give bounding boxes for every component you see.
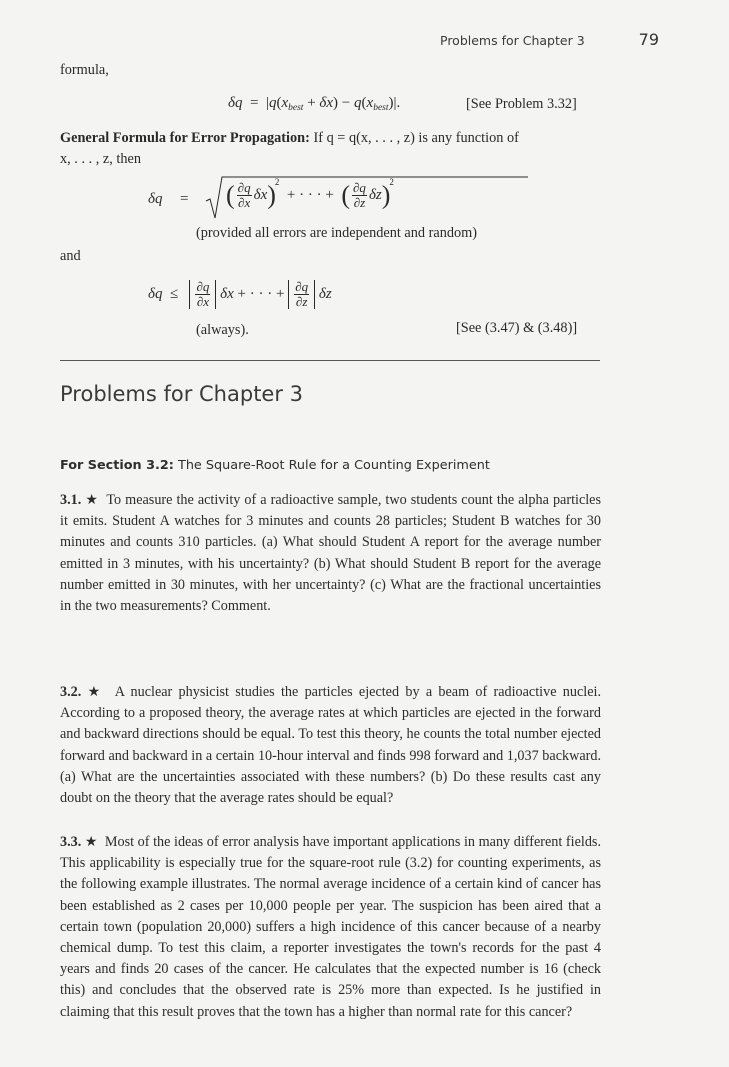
problem-number: 3.3.: [60, 834, 82, 850]
general-formula-label: General Formula for Error Propagation:: [60, 130, 310, 146]
section-subtitle-label: For Section 3.2:: [60, 458, 174, 473]
problem-text: Most of the ideas of error analysis have important applications in many different fields. This applicability is especially true for the square-root rule (3.2) for counting experiments, as the following example illustrates. The normal average incidence of a certain kind of cancer has been established as 2 cases per 10,000 people per year. The suspicion has been aired that a certain town (population 20,000) suffers a high incidence of this cancer because of a nearby chemical dump. To test this claim, a reporter investigates the town's records for the past 4 years and finds 20 cases of the cancer. He calculates that the expected number is 16 (check this) and concludes that the observed rate is 25% more than expected. Is he justified in claiming that this result proves that the town has a higher than normal rate for this cancer?: [60, 834, 601, 1020]
page-number: 79: [638, 30, 659, 49]
equation-upper-bound: δq ≤ $\frac{\partial q}{\partial x}$ δx + · · · + $\frac{\partial q}{\partial z}$ δz: [148, 279, 332, 309]
problem-text: A nuclear physicist studies the particles ejected by a beam of radioactive nuclei. According to a proposed theory, the average rates at which particles are ejected in the forward and backward directions should be equal. To test this theory, he counts the total number ejected forward and backward in a certain 10-hour interval and finds 998 forward and 1,037 backward. (a) What are the uncertainties associated with these numbers? (b) Do these results cast any doubt on the theory that the average rates should be equal?: [60, 684, 601, 807]
general-formula-text-1: If q = q(x, . . . , z) is any function of: [313, 130, 519, 146]
problem-number: 3.1.: [60, 492, 82, 508]
equation-reference-sections: [See (3.47) & (3.48)]: [456, 320, 578, 336]
and-word: and: [60, 248, 81, 264]
problem-3-1: [60, 490, 601, 617]
problem-number: 3.2.: [60, 684, 82, 700]
section-subtitle: [60, 458, 490, 473]
book-page: Problems for Chapter 3 79 formula, $\delta q = |q(x_{best} + \delta x) - q(x_{best})|$. [See Problem 3.32] General Formula for Error Propagation: If q = q(x, . . . , z) is any function of x, . . . , z, then δq = ( $\frac{\partial q}{\partial x}$ δx)$^2$ + · · · + ( $\frac{\partial q}{\partial z}$ δz)$^2$ (provided all errors are independent and random) and δq ≤ $\frac{\partial q}{\partial x}$ δx + · · · + $\frac{\partial q}{\partial z}$ δz (always). [See (3.47) & (3.48)] Problems for Chapter 3 For Section 3.2: The Square-Root Rule for a Counting Experiment 3.1. ★ To measure the activity of a radioactive sample, two students count the alpha particles it emits. Student A watches for 3 minutes and counts 28 particles; Student B watches for 30 minutes and counts 310 particles. (a) What should Student A report for the average number emitted in 3 minutes, with his uncertainty? (b) What should Student B report for the average number emitted in 30 minutes, with her uncertainty? (c) What are the fractional uncertainties in the two measurements? Comment. 3.2. ★ A nuclear physicist studies the particles ejected by a beam of radioactive nuclei. According to a proposed theory, the average rates at which particles are ejected in the forward and backward directions should be equal. To test this theory, he counts the total number ejected forward and backward in a certain 10-hour interval and finds 998 forward and 1,037 backward. (a) What are the uncertainties associated with these numbers? (b) Do these results cast any doubt on the theory that the average rates should be equal? 3.3. ★ Most of the ideas of error analysis have important applications in many different fields. This applicability is especially true for the square-root rule (3.2) for counting experiments, as the following example illustrates. The normal average incidence of a certain kind of cancer has been established as 2 cases per 10,000 people per year. The suspicion has been aired that a certain town (population 20,000) suffers a high incidence of this cancer because of a nearby chemical dump. To test this claim, a reporter investigates the town's records for the past 4 years and finds 20 cases of the cancer. He calculates that the expected number is 16 (check this) and concludes that the observed rate is 25% more than expected. Is he justified in claiming that this result proves that the town has a higher than normal rate for this cancer?: [0, 0, 729, 1067]
star-icon: ★: [84, 834, 98, 850]
proviso-text: (provided all errors are independent and random): [196, 225, 478, 241]
section-title: Problems for Chapter 3: [60, 382, 304, 406]
problem-text: To measure the activity of a radioactive sample, two students count the alpha particles it emits. Student A watches for 3 minutes and counts 28 particles; Student B watches for 30 minutes and counts 310 particles. (a) What should Student A report for the average number emitted in 3 minutes, with his uncertainty? (b) What should Student B report for the average number emitted in 30 minutes, with her uncertainty? (c) What are the fractional uncertainties in the two measurements? Comment.: [60, 492, 602, 615]
section-divider: [60, 360, 600, 361]
equation-reference-problem: [See Problem 3.32]: [466, 96, 577, 112]
running-head: Problems for Chapter 3: [440, 33, 585, 48]
always-text: (always).: [196, 322, 249, 338]
general-formula-text-2: x, . . . , z, then: [60, 151, 141, 167]
formula-word: formula,: [60, 62, 109, 78]
section-subtitle-text: The Square-Root Rule for a Counting Experiment: [178, 458, 490, 473]
general-formula-paragraph: [60, 128, 601, 149]
problem-3-2: [60, 682, 601, 809]
problem-3-3: [60, 832, 601, 1023]
svg-text:δq: δq: [148, 191, 163, 207]
svg-text:=: =: [180, 191, 189, 207]
star-icon: ★: [87, 684, 104, 700]
equation-max-deviation: $\delta q = |q(x_{best} + \delta x) - q(x_{best})|$.: [228, 95, 401, 113]
star-icon: ★: [85, 492, 99, 508]
